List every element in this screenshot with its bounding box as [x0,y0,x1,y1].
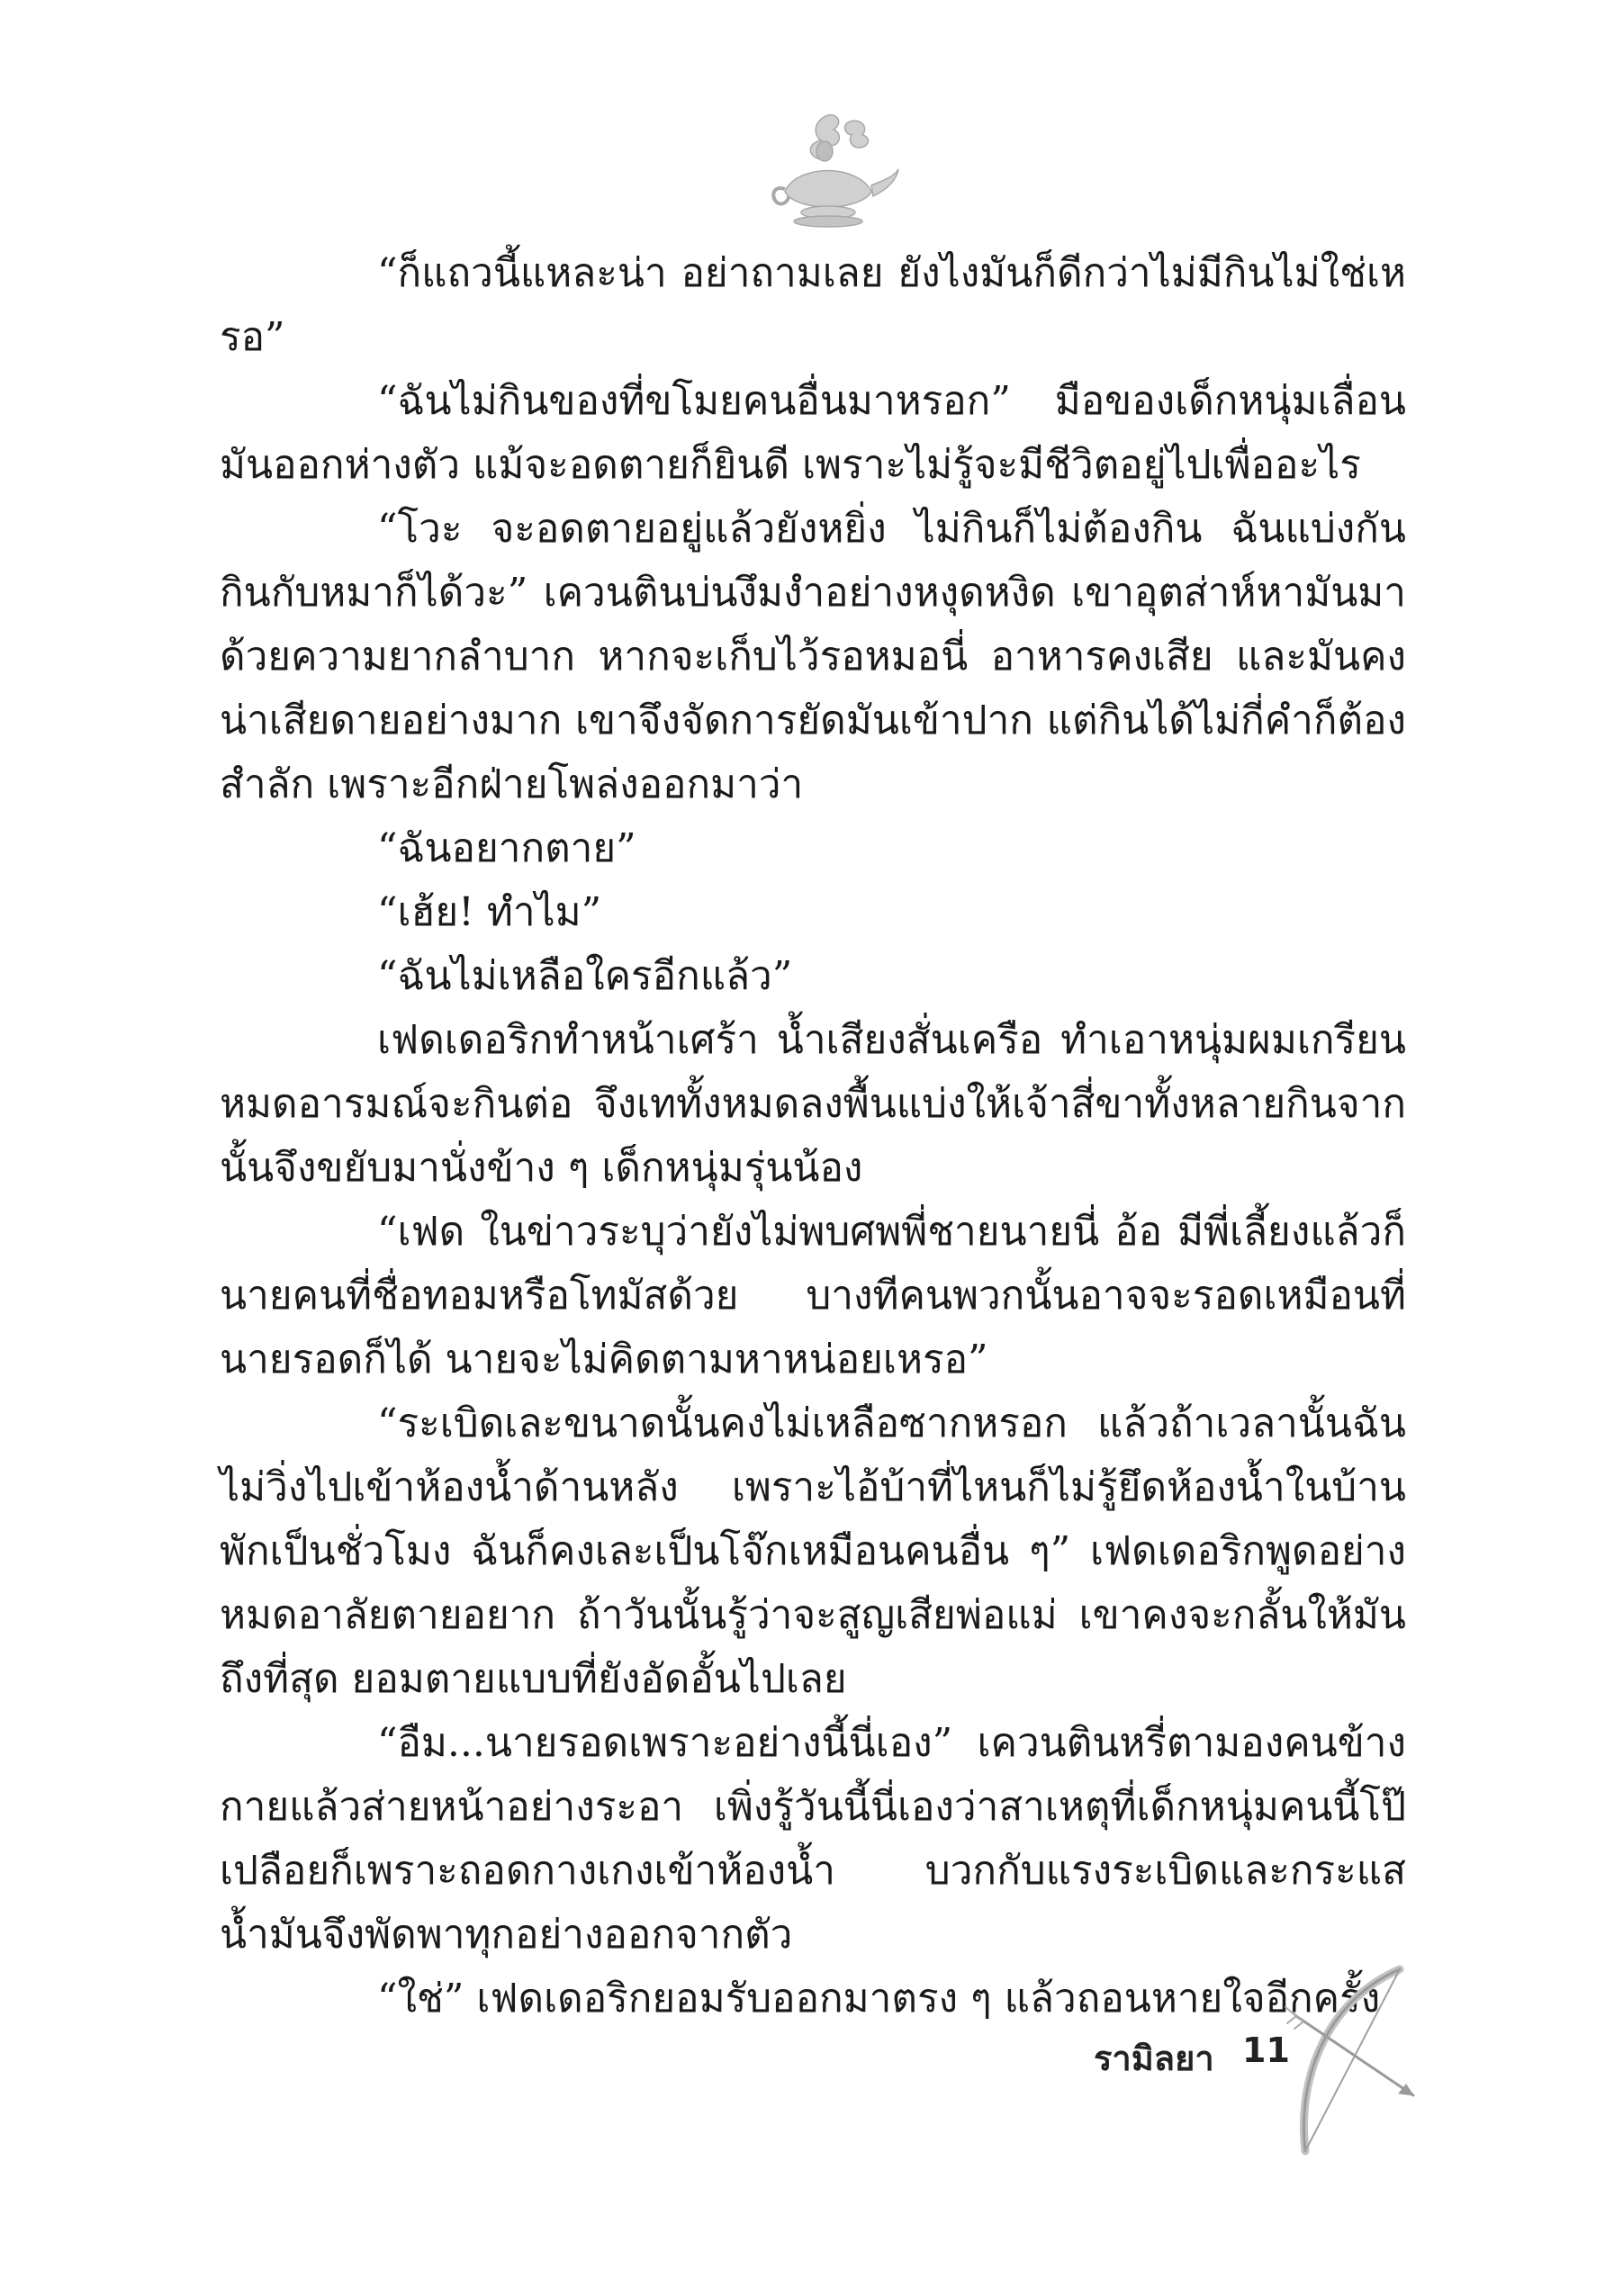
paragraph: “ใช่” เฟดเดอริกยอมรับออกมาตรง ๆ แล้วถอนหายใจอีกครั้ง [377,1976,1381,2021]
paragraph: “เฮ้ย! ทำไม” [377,889,602,935]
paragraph: “ฉันไม่เหลือใครอีกแล้ว” [377,953,793,999]
paragraph: “เฟด ในข่าวระบุว่ายังไม่พบศพพี่ชายนายนี่ อ้อ มีพี่เลี้ยงแล้วก็นายคนที่ชื่อทอมหรือโทมัสด้วย บางทีคนพวกนั้นอาจจะรอดเหมือนที่นายรอดก็ได้ นายจะไม่คิดตามหาหน่อยเหรอ” [220,1209,1406,1382]
paragraph: “ฉันไม่กินของที่ขโมยคนอื่นมาหรอก” มือของเด็กหนุ่มเลื่อนมันออกห่างตัว แม้จะอดตายก็ยินดี เพราะไม่รู้จะมีชีวิตอยู่ไปเพื่ออะไร [220,378,1406,488]
page-number: 11 [1242,2030,1290,2070]
body-text [220,241,1406,2030]
bow-and-arrow-icon [1278,1962,1422,2156]
paragraph: “โวะ จะอดตายอยู่แล้วยังหยิ่ง ไม่กินก็ไม่ต้องกิน ฉันแบ่งกันกินกับหมาก็ได้วะ” เควนตินบ่นงึมงำอย่างหงุดหงิด เขาอุตส่าห์หามันมาด้วยความยากลำบาก หากจะเก็บไว้รอหมอนี่ อาหารคงเสีย และมันคงน่าเสียดายอย่างมาก เขาจึงจัดการยัดมันเข้าปาก แต่กินได้ไม่กี่คำก็ต้องสำลัก เพราะอีกฝ่ายโพล่งออกมาว่า [220,506,1406,807]
paragraph: “ระเบิดเละขนาดนั้นคงไม่เหลือซากหรอก แล้วถ้าเวลานั้นฉันไม่วิ่งไปเข้าห้องน้ำด้านหลัง เพราะไอ้บ้าที่ไหนก็ไม่รู้ยึดห้องน้ำในบ้านพักเป็นชั่วโมง ฉันก็คงเละเป็นโจ๊กเหมือนคนอื่น ๆ” เฟดเดอริกพูดอย่างหมดอาลัยตายอยาก ถ้าวันนั้นรู้ว่าจะสูญเสียพ่อแม่ เขาคงจะกลั้นให้มันถึงที่สุด ยอมตายแบบที่ยังอัดอั้นไปเลย [220,1400,1406,1702]
paragraph: “อืม...นายรอดเพราะอย่างนี้นี่เอง” เควนตินหรี่ตามองคนข้างกายแล้วส่ายหน้าอย่างระอา เพิ่งรู้วันนี้นี่เองว่าสาเหตุที่เด็กหนุ่มคนนี้โป๊เปลือยก็เพราะถอดกางเกงเข้าห้องน้ำ บวกกับแรงระเบิดและกระแสน้ำมันจึงพัดพาทุกอย่างออกจากตัว [220,1720,1406,1958]
paragraph: “ฉันอยากตาย” [377,825,636,871]
author-name: รามิลยา [1094,2039,1214,2078]
paragraph: เฟดเดอริกทำหน้าเศร้า น้ำเสียงสั่นเครือ ทำเอาหนุ่มผมเกรียนหมดอารมณ์จะกินต่อ จึงเททั้งหมดลงพื้นแบ่งให้เจ้าสี่ขาทั้งหลายกินจากนั้นจึงขยับมานั่งข้าง ๆ เด็กหนุ่มรุ่นน้อง [220,1017,1406,1191]
paragraph: “ก็แถวนี้แหละน่า อย่าถามเลย ยังไงมันก็ดีกว่าไม่มีกินไม่ใช่เหรอ” [220,250,1406,360]
genie-lamp-icon [765,106,900,232]
